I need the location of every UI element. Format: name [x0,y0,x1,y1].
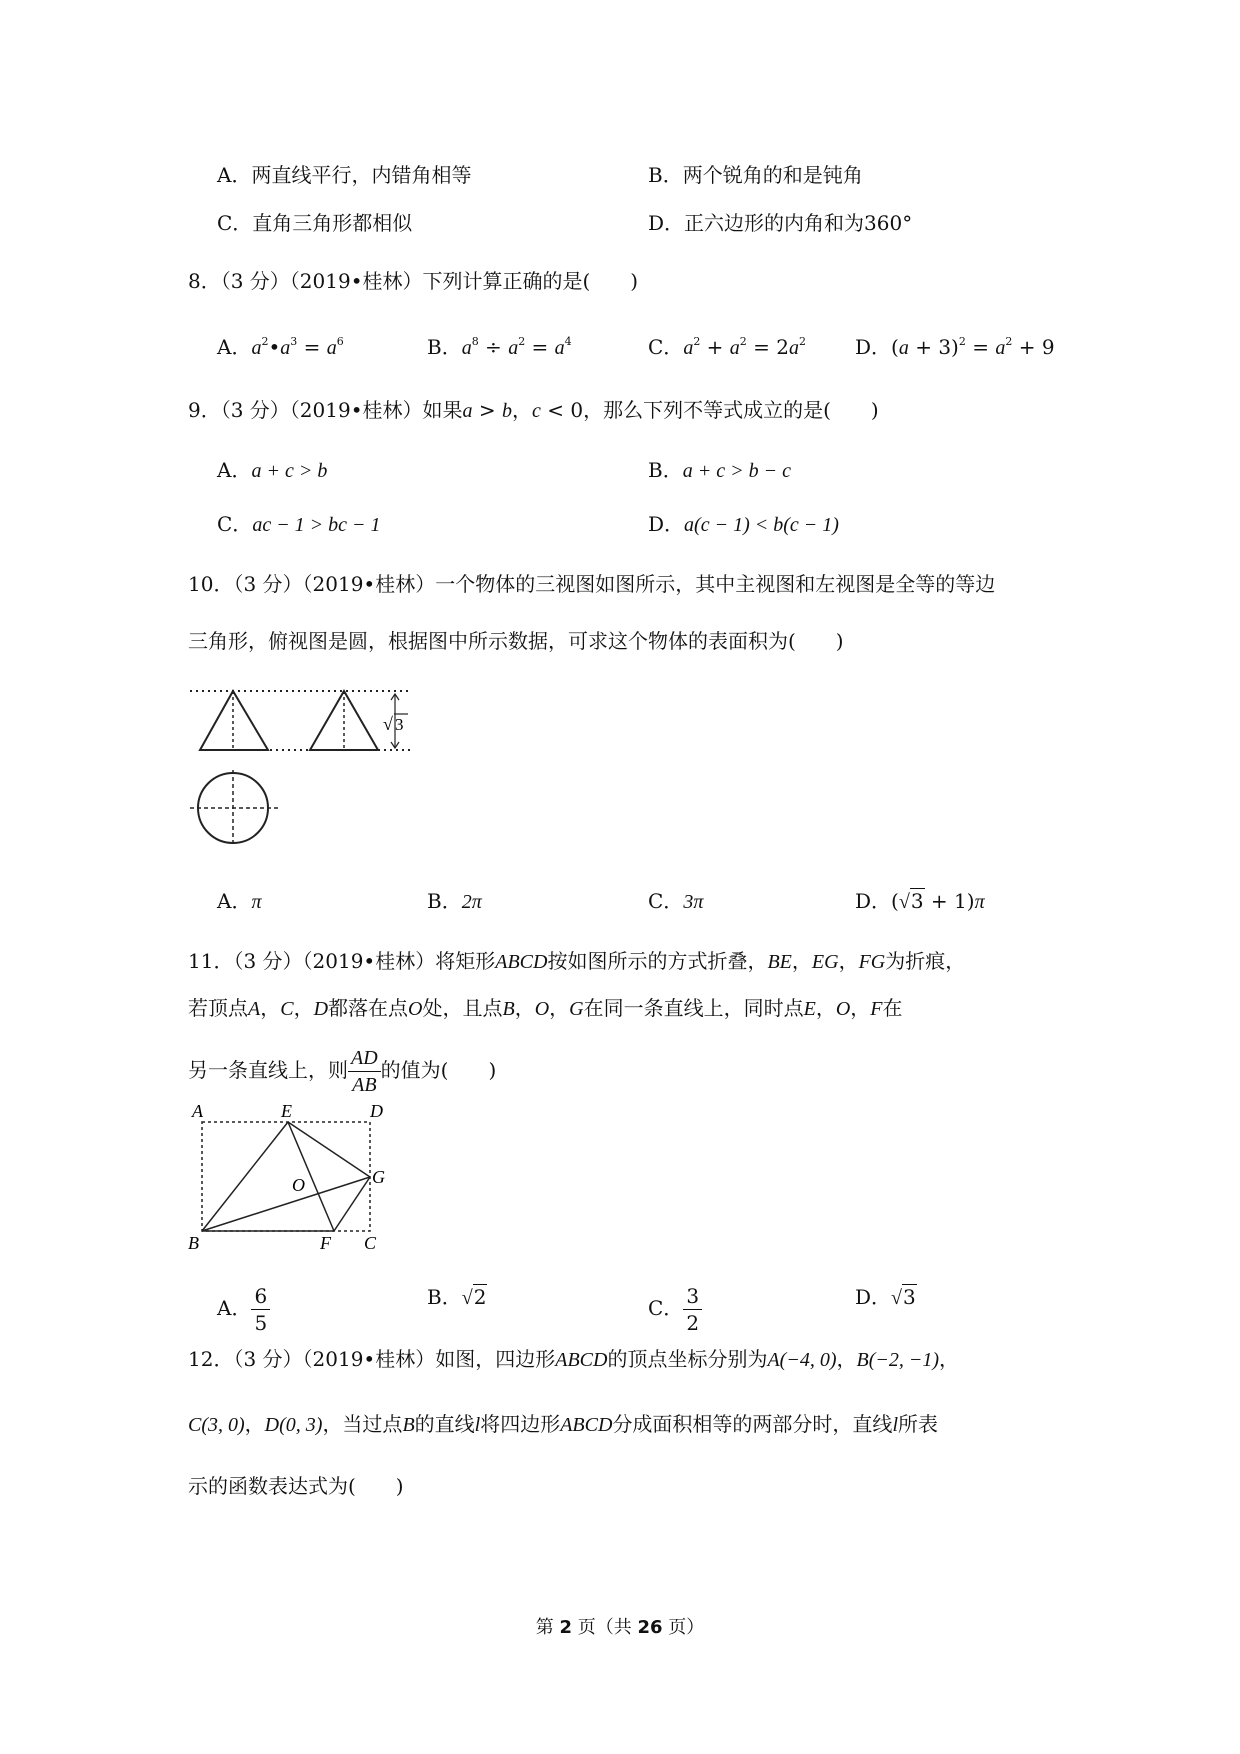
q8-stem: 8．（3 分）（2019•桂林）下列计算正确的是( ) [188,269,639,293]
q8-option-d: D．$(a + 3)^2 = a^2 + 9$ [855,335,1055,359]
q10-option-d: D．(√3 + 1)π [855,889,985,913]
q11-option-c: C． $\frac{3}{2}$ [648,1283,702,1336]
q11-option-b: B．√2 [427,1285,487,1309]
q8-option-c: C．$a^2 + a^2 = 2a^2$ [648,335,806,359]
q10-option-a: A．π [217,889,262,913]
q9-stem: 9．（3 分）（2019•桂林）如果a > b，c < 0，那么下列不等式成立的是( ) [188,398,879,422]
q11-stem-line1: 11．（3 分）（2019•桂林）将矩形ABCD按如图所示的方式折叠，BE，EG，FG为折痕， [188,949,966,973]
label-d: D [370,1101,383,1121]
fold-rectangle-figure [188,1095,408,1255]
q10-stem-line2: 三角形，俯视图是圆，根据图中所示数据，可求这个物体的表面积为( ) [188,629,844,653]
q11-option-d: D．√3 [855,1285,916,1309]
q9-option-d: D．a(c − 1) < b(c − 1) [648,512,839,536]
q8-option-b: B．$a^8 \div a^2 = a^4$ [427,335,572,359]
q9-option-a: A．a + c > b [217,458,328,482]
q12-stem-line2: C(3, 0)，D(0, 3)，当过点B的直线l将四边形ABCD分成面积相等的两部分时，直线l所表 [188,1412,938,1436]
q10-stem-line1: 10．（3 分）（2019•桂林）一个物体的三视图如图所示，其中主视图和左视图是全等的等边 [188,572,996,596]
q7-option-a: A．两直线平行，内错角相等 [217,163,472,187]
label-a: A [192,1101,203,1121]
front-view-triangle [200,691,268,750]
q9-option-c: C．ac − 1 > bc − 1 [217,512,381,536]
q11-stem-line2: 若顶点A，C，D都落在点O处，且点B，O，G在同一条直线上，同时点E，O，F在 [188,996,903,1020]
q12-stem-line1: 12．（3 分）（2019•桂林）如图，四边形ABCD的顶点坐标分别为A(−4, 0)，B(−2, −1)， [188,1347,960,1371]
q7-option-d: D．正六边形的内角和为360° [648,211,913,235]
height-label: 3 [395,715,404,734]
page-footer: 第 2 页（共 26 页） [535,1617,705,1638]
label-g: G [372,1167,385,1187]
three-view-figure [180,680,420,860]
q8-option-a: A．$a^2•a^3 = a^6$ [217,335,344,359]
q10-option-b: B．2π [427,889,482,913]
q12-stem-line3: 示的函数表达式为( ) [188,1474,404,1498]
label-b: B [188,1233,199,1253]
label-e: E [281,1101,292,1121]
label-f: F [320,1233,331,1253]
svg-text:√: √ [383,714,393,734]
q10-option-c: C．3π [648,889,704,913]
q11-option-a: A． $\frac{6}{5}$ [217,1283,270,1336]
q11-stem-line3: 另一条直线上，则 $\frac{AD}{AB}$ 的值为( ) [188,1047,497,1096]
label-c: C [364,1233,377,1253]
q9-option-b: B．a + c > b − c [648,458,791,482]
label-o: O [292,1175,305,1195]
q7-option-b: B．两个锐角的和是钝角 [648,163,863,187]
q7-option-c: C．直角三角形都相似 [217,211,413,235]
